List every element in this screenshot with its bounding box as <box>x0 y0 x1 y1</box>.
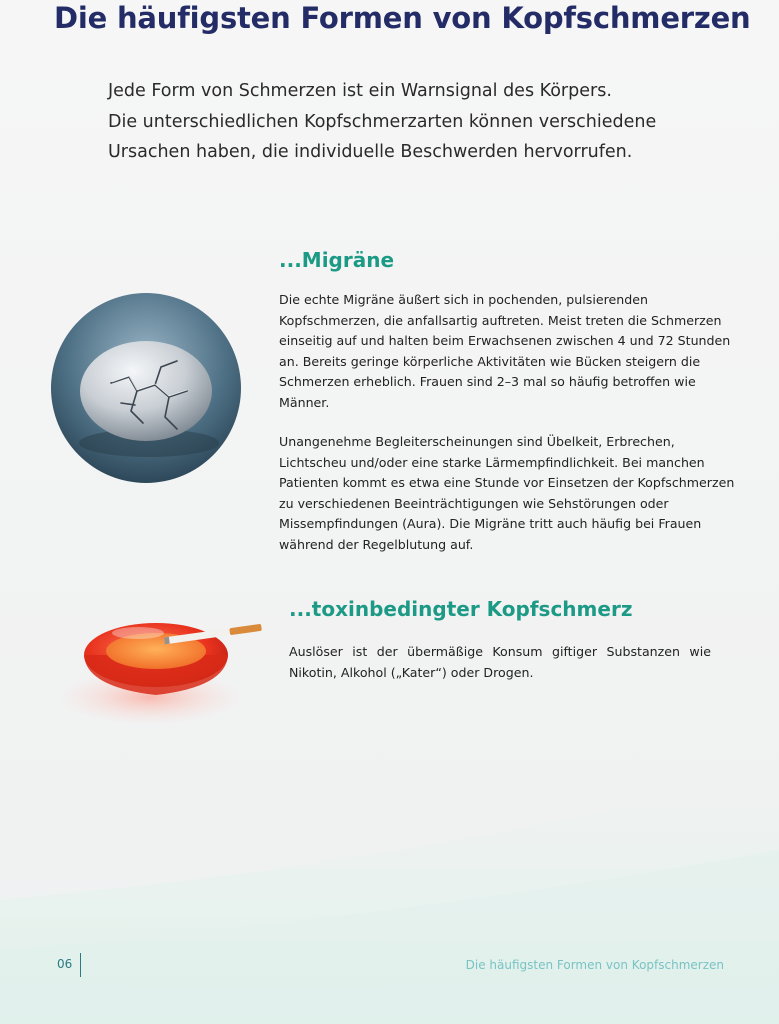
text-line: Auslöser ist der übermäßige Konsum giftiger Substanzen wie <box>289 644 711 659</box>
text-line: Männer. <box>279 394 330 410</box>
ashtray-cigarette-image <box>60 605 280 730</box>
text-line: Nikotin, Alkohol („Kater“) oder Drogen. <box>289 664 534 680</box>
toxin-heading: ...toxinbedingter Kopfschmerz <box>289 597 633 621</box>
intro-text <box>108 76 728 168</box>
intro-line: Ursachen haben, die individuelle Beschwerden hervorrufen. <box>108 142 633 162</box>
footer-running-title: Die häufigsten Formen von Kopfschmerzen <box>465 958 724 972</box>
text-line: Unangenehme Begleiterscheinungen sind Übelkeit, Erbrechen, <box>279 434 675 449</box>
text-line: Die echte Migräne äußert sich in pochenden, pulsierenden <box>279 292 648 307</box>
intro-line: Die unterschiedlichen Kopfschmerzarten können verschiedene <box>108 111 657 132</box>
migraene-paragraph-1 <box>279 290 730 414</box>
text-line: an. Bereits geringe körperliche Aktivitäten wie Bücken steigern die <box>279 353 701 369</box>
text-line: während der Regelblutung auf. <box>279 536 474 552</box>
migraene-paragraph-2 <box>279 432 734 556</box>
intro-line: Jede Form von Schmerzen ist ein Warnsignal des Körpers. <box>108 81 612 101</box>
footer-divider <box>80 953 81 977</box>
page-title: Die häufigsten Formen von Kopfschmerzen <box>54 1 751 35</box>
text-line: Schmerzen erheblich. Frauen sind 2–3 mal so häufig betroffen wie <box>279 374 696 390</box>
text-line: Missempfindungen (Aura). Die Migräne tritt auch häufig bei Frauen <box>279 516 702 532</box>
migraene-heading: ...Migräne <box>279 248 395 272</box>
text-line: Kopfschmerzen, die anfallsartig auftreten. Meist treten die Schmerzen <box>279 312 722 328</box>
text-line: zu verschiedenen Beeinträchtigungen wie Sehstörungen oder <box>279 495 669 511</box>
toxin-paragraph <box>289 642 711 683</box>
text-line: einseitig auf und halten beim Erwachsenen zwischen 4 und 72 Stunden <box>279 333 731 349</box>
text-line: Lichtscheu und/oder eine starke Lärmempfindlichkeit. Bei manchen <box>279 454 705 470</box>
page-number: 06 <box>57 957 73 971</box>
text-line: Patienten kommt es etwa eine Stunde vor Einsetzen der Kopfschmerzen <box>279 475 735 491</box>
cracked-stone-image <box>51 293 241 483</box>
